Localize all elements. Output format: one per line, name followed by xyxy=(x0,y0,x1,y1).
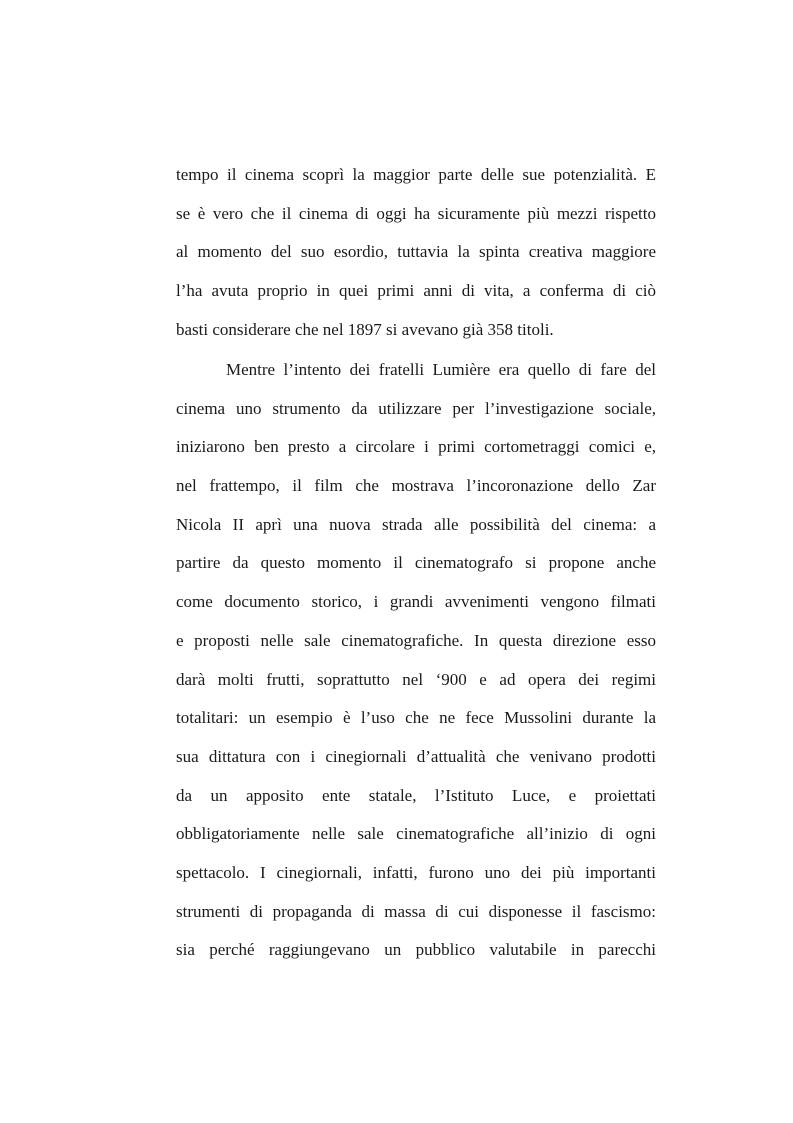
text-line: l’ha avuta proprio in quei primi anni di vita, a conferma di ciò xyxy=(176,281,656,301)
text-line: iniziarono ben presto a circolare i primi cortometraggi comici e, xyxy=(176,437,656,457)
text-line: spettacolo. I cinegiornali, infatti, furono uno dei più importanti xyxy=(176,862,656,882)
text-line: Nicola II aprì una nuova strada alle possibilità del cinema: a xyxy=(176,514,656,534)
text-line: strumenti di propaganda di massa di cui disponesse il fascismo: xyxy=(176,901,656,921)
paragraph-2 xyxy=(176,351,656,970)
text-line: cinema uno strumento da utilizzare per l’investigazione sociale, xyxy=(176,398,656,418)
text-line: al momento del suo esordio, tuttavia la spinta creativa maggiore xyxy=(176,242,656,262)
text-line: partire da questo momento il cinematografo si propone anche xyxy=(176,553,656,573)
text-line: e proposti nelle sale cinematografiche. In questa direzione esso xyxy=(176,630,656,650)
text-line: come documento storico, i grandi avvenimenti vengono filmati xyxy=(176,592,656,612)
text-line: obbligatoriamente nelle sale cinematografiche all’inizio di ogni xyxy=(176,824,656,844)
text-line: sia perché raggiungevano un pubblico valutabile in parecchi xyxy=(176,940,656,960)
text-line: sua dittatura con i cinegiornali d’attualità che venivano prodotti xyxy=(176,746,656,766)
text-line: se è vero che il cinema di oggi ha sicuramente più mezzi rispetto xyxy=(176,203,656,223)
text-line: totalitari: un esempio è l’uso che ne fece Mussolini durante la xyxy=(176,708,656,728)
text-line: basti considerare che nel 1897 si avevano già 358 titoli. xyxy=(176,319,554,339)
text-line: darà molti frutti, soprattutto nel ‘900 e ad opera dei regimi xyxy=(176,669,656,689)
text-line: Mentre l’intento dei fratelli Lumière era quello di fare del xyxy=(226,360,656,379)
text-line: tempo il cinema scoprì la maggior parte delle sue potenzialità. E xyxy=(176,165,656,184)
text-line: da un apposito ente statale, l’Istituto Luce, e proiettati xyxy=(176,785,656,805)
paragraph-1 xyxy=(176,156,656,349)
text-line: nel frattempo, il film che mostrava l’incoronazione dello Zar xyxy=(176,476,656,496)
